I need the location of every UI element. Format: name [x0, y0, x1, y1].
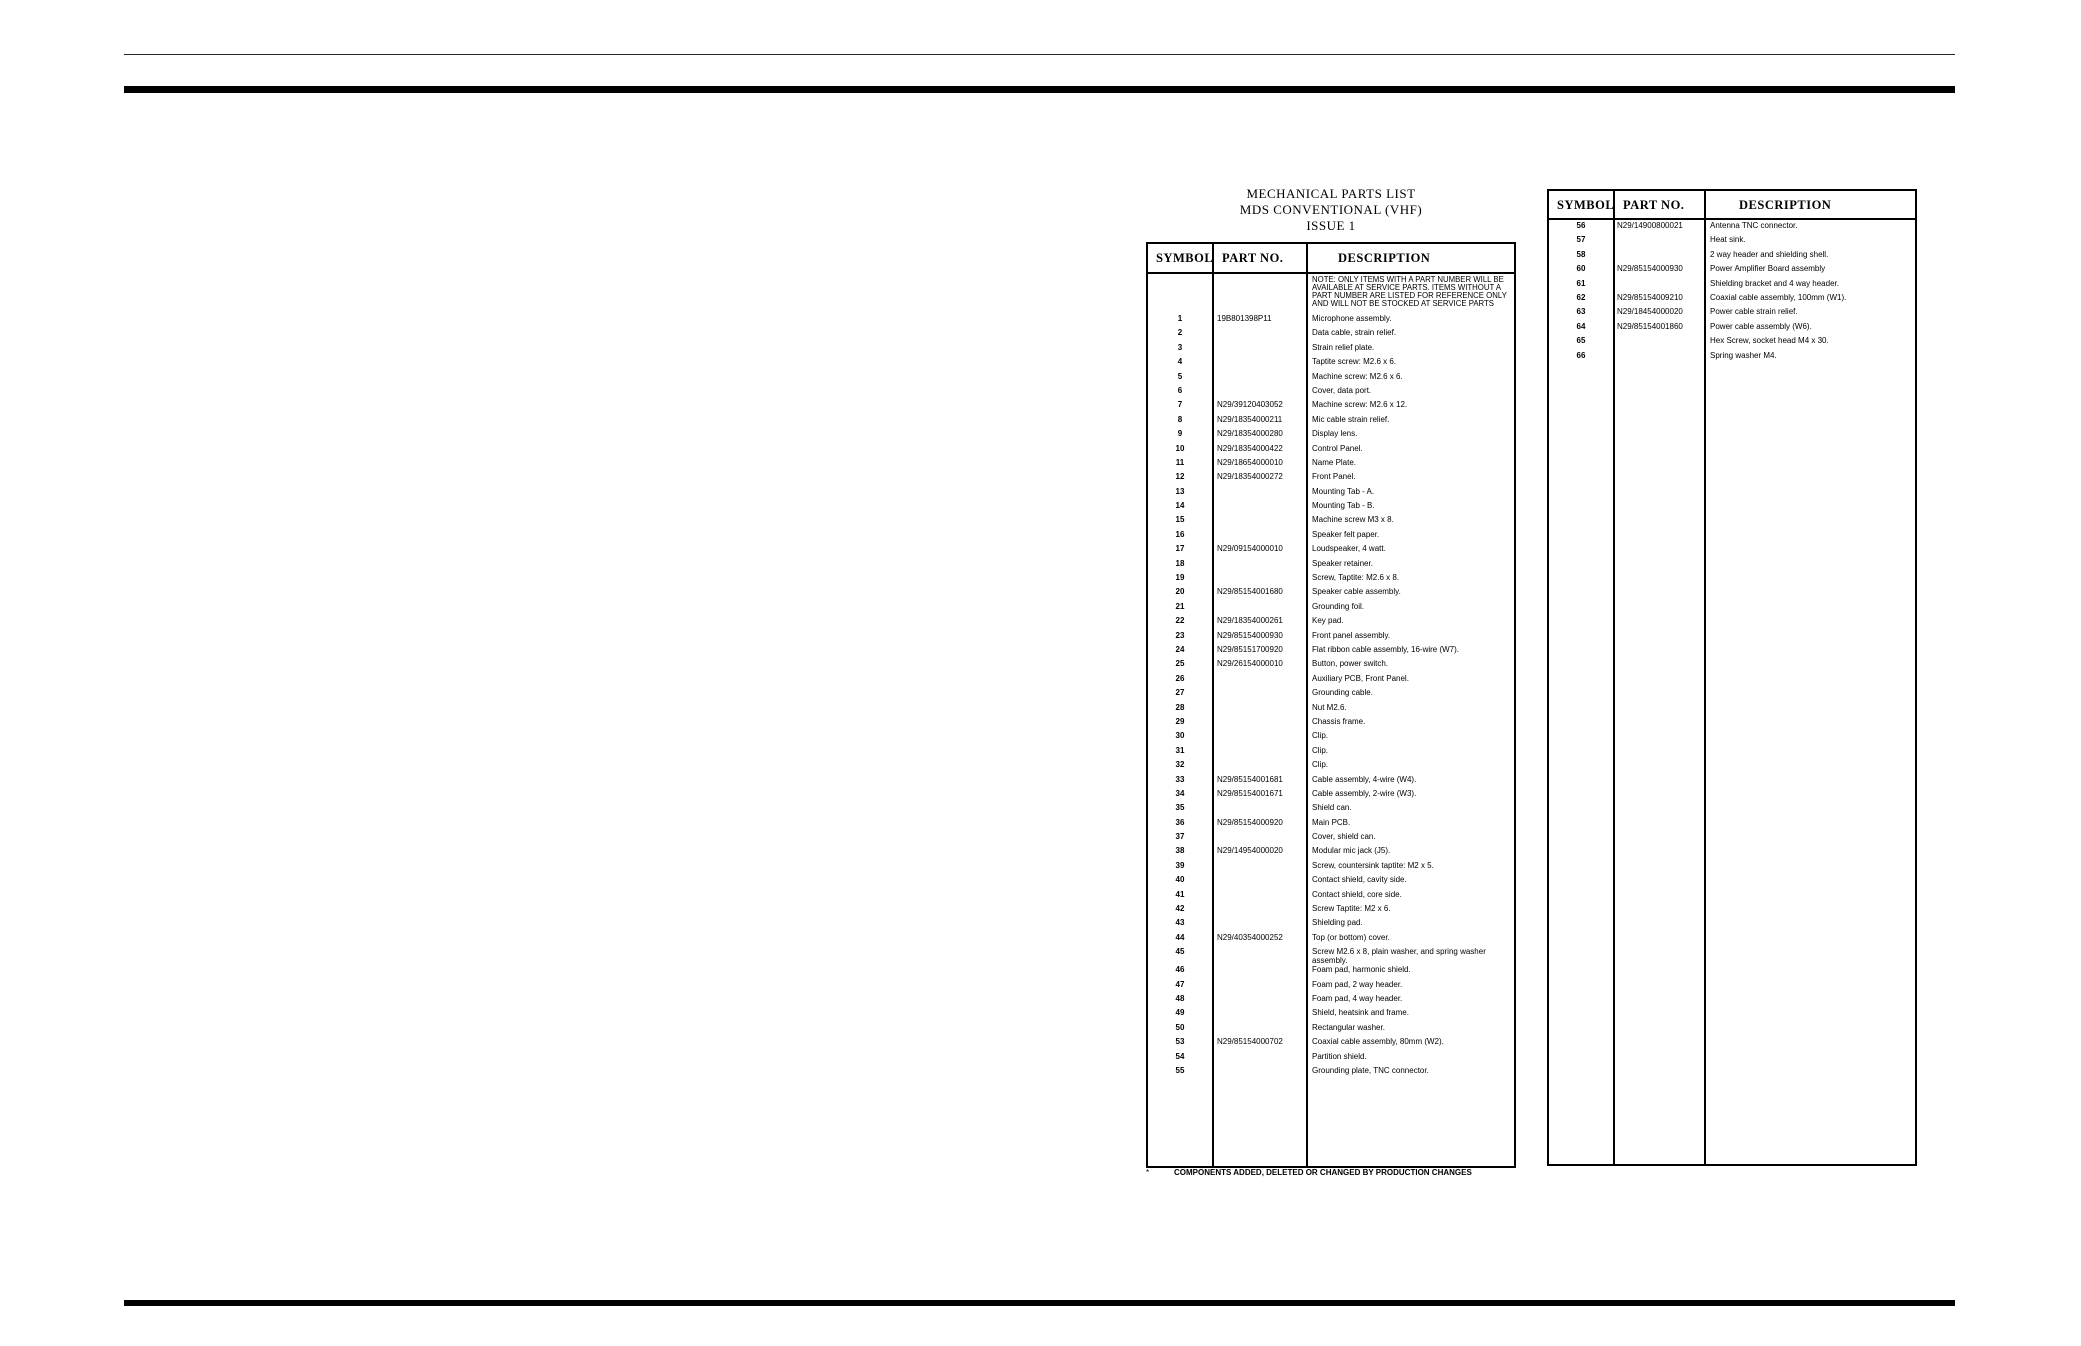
- row-symbol: 47: [1175, 979, 1185, 989]
- table-row: [1148, 875, 1514, 889]
- row-description: Grounding cable.: [1312, 688, 1373, 698]
- row-symbol: 11: [1175, 457, 1185, 467]
- row-symbol: 50: [1175, 1022, 1185, 1032]
- title-line-1: MECHANICAL PARTS LIST: [1246, 186, 1416, 201]
- table-row: [1148, 803, 1514, 817]
- row-symbol: 38: [1175, 846, 1185, 856]
- row-symbol: 62: [1576, 292, 1586, 302]
- row-symbol: 28: [1175, 702, 1185, 712]
- row-description: Foam pad, 4 way header.: [1312, 993, 1403, 1003]
- table-row: [1148, 501, 1514, 515]
- row-part-number: 19B801398P11: [1217, 314, 1272, 323]
- row-description: Coaxial cable assembly, 80mm (W2).: [1312, 1037, 1444, 1047]
- row-description: Clip.: [1312, 745, 1329, 755]
- row-description: Auxiliary PCB, Front Panel.: [1312, 673, 1409, 683]
- row-description: Grounding plate, TNC connector.: [1312, 1065, 1429, 1075]
- row-description: Chassis frame.: [1312, 716, 1366, 726]
- row-symbol: 54: [1175, 1051, 1185, 1061]
- row-symbol: 41: [1175, 889, 1185, 899]
- row-symbol: 6: [1177, 385, 1183, 395]
- row-description: Shielding bracket and 4 way header.: [1710, 278, 1839, 288]
- table-row: [1148, 1023, 1514, 1037]
- row-description: Cover, shield can.: [1312, 832, 1376, 842]
- row-description: Screw, countersink taptite: M2 x 5.: [1312, 860, 1434, 870]
- symbol-header: SYMBOL: [1557, 198, 1615, 212]
- row-part-number: N29/85154001671: [1217, 788, 1283, 798]
- table-row: [1148, 760, 1514, 774]
- row-part-number: N29/26154000010: [1217, 659, 1283, 669]
- table-row: [1148, 1008, 1514, 1022]
- table-row: [1148, 846, 1514, 860]
- row-symbol: 61: [1576, 278, 1586, 288]
- table-row: [1148, 559, 1514, 573]
- row-part-number: N29/18354000280: [1217, 429, 1283, 439]
- row-description: Machine screw: M2.6 x 6.: [1312, 371, 1403, 381]
- row-symbol: 49: [1175, 1008, 1185, 1018]
- table-row: [1148, 746, 1514, 760]
- row-symbol: 20: [1175, 587, 1185, 597]
- table-row: [1549, 336, 1915, 350]
- part-no-header: PART NO.: [1222, 251, 1284, 265]
- row-symbol: 56: [1576, 221, 1586, 230]
- title-line-3: ISSUE 1: [1306, 218, 1356, 233]
- table-row: [1148, 890, 1514, 904]
- row-description: Foam pad, harmonic shield.: [1312, 965, 1411, 975]
- row-description: Rectangular washer.: [1312, 1022, 1385, 1032]
- row-description: Clip.: [1312, 760, 1329, 770]
- row-symbol: 25: [1175, 659, 1185, 669]
- table-row: [1148, 1037, 1514, 1051]
- table-row: [1148, 994, 1514, 1008]
- row-part-number: N29/18654000010: [1217, 457, 1283, 467]
- row-description: Power Amplifier Board assembly: [1710, 264, 1826, 274]
- row-description: Mic cable strain relief.: [1312, 414, 1390, 424]
- row-description: Taptite screw: M2.6 x 6.: [1312, 357, 1397, 367]
- row-symbol: 33: [1175, 774, 1185, 784]
- row-description: Mounting Tab - A.: [1312, 486, 1375, 496]
- row-part-number: N29/14900800021: [1617, 221, 1683, 230]
- row-symbol: 31: [1175, 745, 1185, 755]
- header-thick-rule: [124, 86, 1955, 93]
- row-symbol: 44: [1175, 932, 1185, 942]
- table-row: [1148, 616, 1514, 630]
- table-row: [1148, 818, 1514, 832]
- row-part-number: N29/85151700920: [1217, 644, 1283, 654]
- table-row: [1148, 947, 1514, 965]
- row-description: Front Panel.: [1312, 472, 1356, 482]
- part-no-header: PART NO.: [1623, 198, 1685, 212]
- row-description: Nut M2.6.: [1312, 702, 1347, 712]
- row-symbol: 46: [1175, 965, 1185, 975]
- table-row: [1549, 351, 1915, 365]
- table-row: [1148, 573, 1514, 587]
- row-description: Main PCB.: [1312, 817, 1351, 827]
- table-row: [1549, 279, 1915, 293]
- row-symbol: 1: [1177, 314, 1183, 323]
- table-row: [1148, 659, 1514, 673]
- table-row: [1148, 861, 1514, 875]
- row-symbol: 9: [1177, 429, 1183, 439]
- table-row: [1148, 415, 1514, 429]
- row-symbol: 40: [1175, 875, 1185, 885]
- row-symbol: 30: [1175, 731, 1185, 741]
- row-symbol: 39: [1175, 860, 1185, 870]
- row-symbol: 36: [1175, 817, 1185, 827]
- row-symbol: 57: [1576, 235, 1586, 245]
- table-row: [1549, 322, 1915, 336]
- table-row: [1148, 688, 1514, 702]
- row-symbol: 23: [1175, 630, 1185, 640]
- row-symbol: 7: [1177, 400, 1183, 410]
- row-description: Shielding pad.: [1312, 918, 1363, 928]
- table-row: [1549, 235, 1915, 249]
- row-description: Power cable strain relief.: [1710, 307, 1798, 317]
- table-row: [1148, 933, 1514, 947]
- row-symbol: 15: [1175, 515, 1185, 525]
- row-symbol: 4: [1177, 357, 1183, 367]
- table-row: [1148, 372, 1514, 386]
- table-row: [1549, 307, 1915, 321]
- row-symbol: 22: [1175, 616, 1185, 626]
- symbol-header: SYMBOL: [1156, 251, 1214, 265]
- table-row: [1148, 904, 1514, 918]
- row-symbol: 12: [1175, 472, 1185, 482]
- row-symbol: 18: [1175, 558, 1185, 568]
- table-row: [1148, 357, 1514, 371]
- row-description: Partition shield.: [1312, 1051, 1367, 1061]
- row-description: Cable assembly, 4-wire (W4).: [1312, 774, 1417, 784]
- table-row: [1148, 400, 1514, 414]
- row-description: Flat ribbon cable assembly, 16-wire (W7).: [1312, 644, 1460, 654]
- row-part-number: N29/18354000272: [1217, 472, 1283, 482]
- table-row: [1148, 429, 1514, 443]
- table-row: [1148, 731, 1514, 745]
- row-symbol: 3: [1177, 342, 1183, 352]
- table-row: [1148, 530, 1514, 544]
- title-line-2: MDS CONVENTIONAL (VHF): [1239, 202, 1423, 217]
- table-row: [1148, 965, 1514, 979]
- row-description: Strain relief plate.: [1312, 342, 1375, 352]
- row-symbol: 2: [1177, 328, 1183, 338]
- table-row: [1549, 250, 1915, 264]
- parts-table-left: [1146, 242, 1516, 1168]
- row-description: Cable assembly, 2-wire (W3).: [1312, 788, 1417, 798]
- row-symbol: 37: [1175, 832, 1185, 842]
- parts-list-title: [1146, 186, 1516, 234]
- row-symbol: 65: [1576, 336, 1586, 346]
- table-row: [1148, 980, 1514, 994]
- table-body: [1148, 276, 1514, 1080]
- row-description: Button, power switch.: [1312, 659, 1389, 669]
- row-symbol: 60: [1576, 264, 1586, 274]
- table-body: [1549, 221, 1915, 365]
- row-symbol: 42: [1175, 904, 1185, 914]
- table-row: [1148, 472, 1514, 486]
- table-row: [1148, 631, 1514, 645]
- table-row: [1148, 515, 1514, 529]
- row-symbol: 26: [1175, 673, 1185, 683]
- row-description: Microphone assembly.: [1312, 314, 1392, 323]
- row-description: Hex Screw, socket head M4 x 30.: [1710, 336, 1829, 346]
- row-symbol: 10: [1175, 443, 1185, 453]
- row-symbol: 66: [1576, 350, 1586, 360]
- row-description: 2 way header and shielding shell.: [1710, 249, 1829, 259]
- row-description: Modular mic jack (J5).: [1312, 846, 1391, 856]
- row-symbol: 32: [1175, 760, 1185, 770]
- row-description: Display lens.: [1312, 429, 1358, 439]
- row-symbol: 17: [1175, 544, 1185, 554]
- row-symbol: 34: [1175, 788, 1185, 798]
- row-symbol: 43: [1175, 918, 1185, 928]
- service-parts-note: NOTE: ONLY ITEMS WITH A PART NUMBER WILL BE AVAILABLE AT SERVICE PARTS. ITEMS WITHOUT A PART NUMBER ARE LISTED FOR REFERENCE ONLY AND WILL NOT BE STOCKED AT SERVICE PARTS: [1312, 275, 1507, 308]
- description-header: DESCRIPTION: [1338, 251, 1431, 265]
- row-description: Machine screw: M2.6 x 12.: [1312, 400, 1408, 410]
- row-part-number: N29/85154000920: [1217, 817, 1283, 827]
- row-symbol: 45: [1175, 947, 1185, 957]
- row-symbol: 14: [1175, 501, 1185, 511]
- row-symbol: 55: [1175, 1065, 1185, 1075]
- row-symbol: 35: [1175, 803, 1185, 813]
- row-symbol: 48: [1175, 993, 1185, 1003]
- row-description: Screw Taptite: M2 x 6.: [1312, 904, 1391, 914]
- row-symbol: 8: [1177, 414, 1183, 424]
- footer-thick-rule: [124, 1300, 1955, 1306]
- table-row: [1148, 645, 1514, 659]
- table-row: [1148, 314, 1514, 328]
- row-part-number: N29/85154000930: [1217, 630, 1283, 640]
- row-description: Mounting Tab - B.: [1312, 501, 1375, 511]
- parts-table-right: [1547, 189, 1917, 1166]
- row-symbol: 5: [1177, 371, 1183, 381]
- row-description: Screw M2.6 x 8, plain washer, and spring washer assembly.: [1312, 947, 1486, 966]
- row-description: Power cable assembly (W6).: [1710, 321, 1812, 331]
- table-row: [1148, 1066, 1514, 1080]
- table-row: [1148, 458, 1514, 472]
- row-description: Screw, Taptite: M2.6 x 8.: [1312, 573, 1400, 583]
- row-symbol: 24: [1175, 644, 1185, 654]
- row-description: Spring washer M4.: [1710, 350, 1777, 360]
- row-part-number: N29/39120403052: [1217, 400, 1283, 410]
- table-row: [1148, 444, 1514, 458]
- row-description: Speaker felt paper.: [1312, 529, 1380, 539]
- note-row: [1148, 276, 1514, 314]
- table-row: [1148, 587, 1514, 601]
- table-row: [1148, 717, 1514, 731]
- table-row: [1148, 1052, 1514, 1066]
- table-row: [1148, 775, 1514, 789]
- description-header: DESCRIPTION: [1739, 198, 1832, 212]
- row-description: Data cable, strain relief.: [1312, 328, 1397, 338]
- row-symbol: 63: [1576, 307, 1586, 317]
- header-thin-rule: [124, 54, 1955, 55]
- row-description: Clip.: [1312, 731, 1329, 741]
- row-description: Cover, data port.: [1312, 385, 1372, 395]
- row-part-number: N29/85154001680: [1217, 587, 1283, 597]
- row-description: Loudspeaker, 4 watt.: [1312, 544, 1386, 554]
- footnote-star: *: [1146, 1168, 1150, 1177]
- table-row: [1148, 328, 1514, 342]
- row-description: Contact shield, cavity side.: [1312, 875, 1407, 885]
- row-description: Coaxial cable assembly, 100mm (W1).: [1710, 292, 1847, 302]
- table-row: [1148, 918, 1514, 932]
- row-description: Machine screw M3 x 8.: [1312, 515, 1394, 525]
- row-part-number: N29/85154000702: [1217, 1037, 1283, 1047]
- row-description: Heat sink.: [1710, 235, 1746, 245]
- table-row: [1148, 386, 1514, 400]
- row-part-number: N29/09154000010: [1217, 544, 1283, 554]
- row-symbol: 64: [1576, 321, 1586, 331]
- row-part-number: N29/18354000211: [1217, 414, 1283, 424]
- row-part-number: N29/85154009210: [1617, 292, 1683, 302]
- footnote-text: COMPONENTS ADDED, DELETED OR CHANGED BY PRODUCTION CHANGES: [1174, 1168, 1472, 1177]
- row-description: Foam pad, 2 way header.: [1312, 979, 1403, 989]
- table-row: [1549, 264, 1915, 278]
- row-symbol: 13: [1175, 486, 1185, 496]
- table-row: [1148, 832, 1514, 846]
- table-row: [1549, 221, 1915, 235]
- table-row: [1148, 343, 1514, 357]
- row-symbol: 27: [1175, 688, 1185, 698]
- table-header: [1148, 244, 1514, 274]
- row-description: Top (or bottom) cover.: [1312, 932, 1390, 942]
- row-part-number: N29/40354000252: [1217, 932, 1283, 942]
- row-symbol: 29: [1175, 716, 1185, 726]
- row-symbol: 21: [1175, 601, 1185, 611]
- table-row: [1148, 703, 1514, 717]
- row-part-number: N29/85154000930: [1617, 264, 1683, 274]
- row-part-number: N29/85154001860: [1617, 321, 1683, 331]
- row-description: Front panel assembly.: [1312, 630, 1391, 640]
- table-row: [1148, 674, 1514, 688]
- table-row: [1148, 789, 1514, 803]
- row-symbol: 58: [1576, 249, 1586, 259]
- row-description: Speaker retainer.: [1312, 558, 1373, 568]
- row-part-number: N29/18454000020: [1617, 307, 1683, 317]
- row-description: Control Panel.: [1312, 443, 1363, 453]
- row-description: Shield can.: [1312, 803, 1352, 813]
- row-description: Name Plate.: [1312, 457, 1357, 467]
- row-part-number: N29/85154001681: [1217, 774, 1283, 784]
- row-symbol: 19: [1175, 573, 1185, 583]
- table-row: [1148, 602, 1514, 616]
- row-description: Shield, heatsink and frame.: [1312, 1008, 1409, 1018]
- row-description: Speaker cable assembly.: [1312, 587, 1401, 597]
- row-description: Key pad.: [1312, 616, 1344, 626]
- table-row: [1148, 544, 1514, 558]
- table-row: [1549, 293, 1915, 307]
- row-symbol: 16: [1175, 529, 1185, 539]
- row-description: Contact shield, core side.: [1312, 889, 1402, 899]
- table-header: [1549, 191, 1915, 220]
- row-part-number: N29/18354000261: [1217, 616, 1283, 626]
- row-description: Antenna TNC connector.: [1710, 221, 1798, 230]
- row-description: Grounding foil.: [1312, 601, 1365, 611]
- row-symbol: 53: [1175, 1037, 1185, 1047]
- row-part-number: N29/18354000422: [1217, 443, 1283, 453]
- table-row: [1148, 487, 1514, 501]
- row-part-number: N29/14954000020: [1217, 846, 1283, 856]
